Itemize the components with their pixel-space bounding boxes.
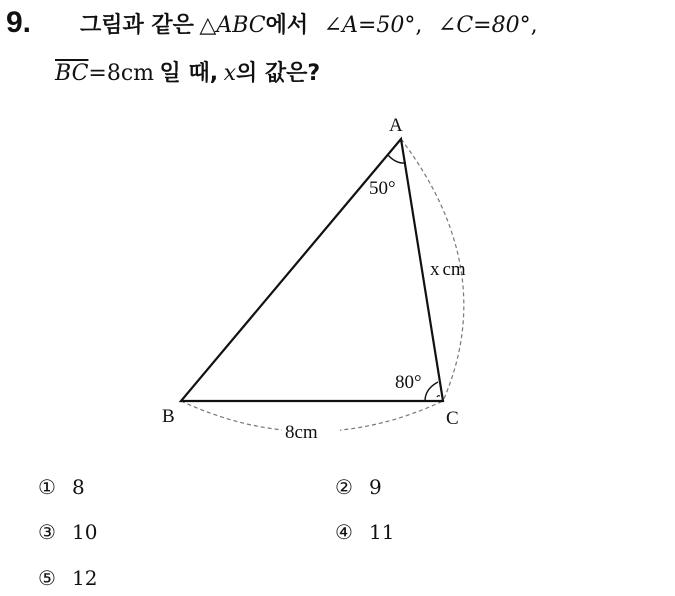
vertex-b-label: B [162,406,175,427]
separator-comma: , [415,13,423,38]
separator-comma: , [530,13,538,38]
angle-c-small-mark [437,396,440,397]
angle-c-label: 80° [395,372,422,393]
choice-2[interactable] [335,474,382,500]
question-text-ask: 의 값은? [236,61,321,86]
segment-bc-value: =8cm [88,61,155,86]
unknown-variable: x [223,61,236,86]
choice-1-mark: ① [38,475,56,499]
side-ac-unit: cm [442,259,466,280]
vertex-c-label: C [446,408,459,429]
choice-5-mark: ⑤ [38,566,56,590]
question-text-when: 일 때, [159,61,219,86]
angle-a-label: 50° [369,178,396,199]
angle-c-arc [425,382,438,401]
question-text-in: 에서 [265,13,309,38]
choice-5[interactable] [38,565,97,591]
choice-4-value: 11 [369,520,395,544]
choice-3[interactable] [38,519,97,545]
angle-a-condition: ∠A=50° [323,13,416,38]
choice-3-value: 10 [72,520,98,544]
side-ac-variable: x [430,259,440,280]
choice-4-mark: ④ [335,520,353,544]
choice-2-mark: ② [335,475,353,499]
question-number: 9. [6,6,32,39]
choice-5-value: 12 [72,566,98,590]
triangle-name: △ABC [199,13,266,38]
choice-3-mark: ③ [38,520,56,544]
triangle-abc [181,139,443,401]
side-bc-label: 8cm [285,422,318,443]
question-text-intro: 그림과 같은 [80,13,194,38]
choice-1[interactable] [38,474,85,500]
choice-1-value: 8 [72,475,85,499]
side-ac-label [430,259,466,280]
vertex-a-label: A [389,115,403,136]
choice-2-value: 9 [369,475,382,499]
angle-c-condition: ∠C=80° [437,13,531,38]
segment-bc: $\overline{BC}$ [55,61,89,86]
choice-4[interactable] [335,519,394,545]
